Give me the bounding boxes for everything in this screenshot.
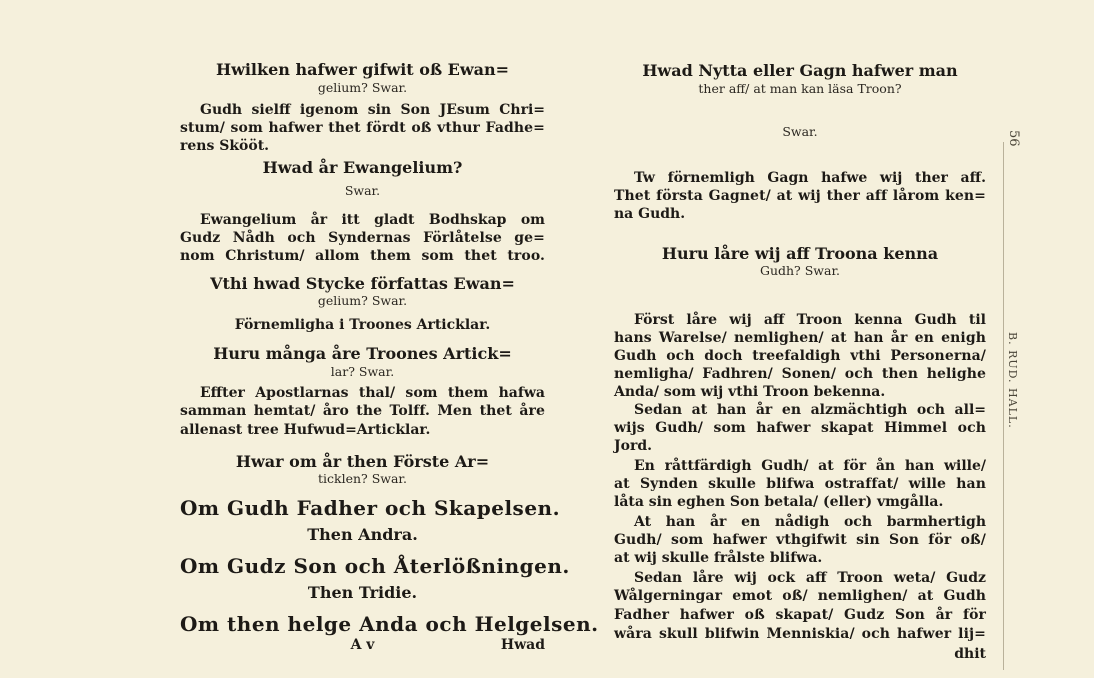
question-continuation: ther aff/ at man kan läsa Troon? xyxy=(698,81,902,96)
question-heading: Hwar om år then Förste Ar= xyxy=(235,452,490,471)
answer-text: at wij skulle frålste blifwa. xyxy=(614,550,823,566)
answer-text: stum/ som hafwer thet fördt oß vthur Fadhe= xyxy=(180,120,545,136)
article-number: Then Tridie. xyxy=(307,583,418,602)
answer-text: nemligha/ Fadhren/ Sonen/ och then helighe xyxy=(614,366,986,382)
answer-text: Gudh och doch treefaldigh vthi Personerna/ xyxy=(614,348,986,364)
answer-label: ticklen? Swar. xyxy=(317,471,407,486)
answer-text: Effter Apostlarnas thal/ som them hafwa xyxy=(200,385,545,401)
answer-text: Gudh/ som hafwer vthgifwit sin Son för oß/ xyxy=(614,532,986,548)
article-heading: Om then helge Anda och Helgelsen. xyxy=(180,612,599,636)
left-page-column xyxy=(180,0,599,678)
answer-text: Anda/ som wij vthi Troon bekenna. xyxy=(614,384,886,400)
answer-text: Fadher hafwer oß skapat/ Gudz Son år för xyxy=(614,607,986,623)
answer-text: rens Skööt. xyxy=(180,138,270,154)
answer-label: lar? Swar. xyxy=(330,364,395,379)
answer-text: Sedan at han år en alzmächtigh och all= xyxy=(634,402,986,418)
answer-text: At han år en nådigh och barmhertigh xyxy=(634,514,986,530)
right-page-column xyxy=(614,0,986,678)
answer-label: Swar. xyxy=(344,183,381,198)
answer-text: Förnemligha i Troones Articklar. xyxy=(234,317,491,333)
answer-text: Jord. xyxy=(614,438,653,454)
answer-label: gelium? Swar. xyxy=(317,80,408,95)
answer-text: Tw förnemligh Gagn hafwe wij ther aff. xyxy=(634,170,986,186)
answer-text: Gudz Nådh och Syndernas Förlåtelse ge= xyxy=(180,230,545,246)
question-heading: Hwad år Ewangelium? xyxy=(262,158,463,177)
article-heading: Om Gudh Fadher och Skapelsen. xyxy=(180,496,561,520)
question-heading: Hwilken hafwer gifwit oß Ewan= xyxy=(215,60,510,79)
catchword: Hwad xyxy=(500,637,545,653)
question-heading: Huru många åre Troones Artick= xyxy=(213,344,512,363)
answer-text: Thet första Gagnet/ at wij ther aff lårom ken= xyxy=(614,188,986,204)
answer-text: låta sin eghen Son betala/ (eller) vmgålla. xyxy=(614,494,944,510)
signature-mark: A v xyxy=(350,637,375,653)
answer-label: Swar. xyxy=(782,124,818,139)
answer-text: na Gudh. xyxy=(614,206,686,222)
answer-text: at Synden skulle blifwa ostraffat/ wille han xyxy=(614,476,986,492)
answer-text: Sedan låre wij ock aff Troon weta/ Gudz xyxy=(634,570,986,586)
answer-text: hans Warelse/ nemlighen/ at han år en enigh xyxy=(614,330,986,346)
answer-text: wåra skull blifwin Menniskia/ och hafwer lij= xyxy=(614,626,986,642)
article-number: Then Andra. xyxy=(307,525,418,544)
answer-text: Först låre wij aff Troon kenna Gudh til xyxy=(634,312,986,328)
question-heading: Huru låre wij aff Troona kenna xyxy=(661,244,939,263)
margin-rule xyxy=(1003,142,1004,670)
article-heading: Om Gudz Son och Återlößningen. xyxy=(180,554,570,578)
question-heading: Vthi hwad Stycke författas Ewan= xyxy=(210,274,515,293)
answer-text: allenast tree Hufwud=Articklar. xyxy=(180,422,431,438)
answer-text: Gudh sielff igenom sin Son JEsum Chri= xyxy=(200,102,545,118)
answer-text: Ewangelium år itt gladt Bodhskap om xyxy=(200,212,545,228)
question-heading: Hwad Nytta eller Gagn hafwer man xyxy=(642,61,958,80)
answer-label: Gudh? Swar. xyxy=(759,263,841,278)
answer-text: nom Christum/ allom them som thet troo. xyxy=(180,248,545,264)
answer-text: samman hemtat/ åro the Tolff. Men thet åre xyxy=(180,403,545,419)
printer-imprint: B. RUD. HALL. xyxy=(1006,332,1019,429)
catchword: dhit xyxy=(954,646,986,662)
answer-label: gelium? Swar. xyxy=(317,293,408,308)
answer-text: Wålgerningar emot oß/ nemlighen/ at Gudh xyxy=(614,588,986,604)
page-number: 56 xyxy=(1006,130,1021,147)
answer-text: wijs Gudh/ som hafwer skapat Himmel och xyxy=(614,420,986,436)
answer-text: En råttfärdigh Gudh/ at för ån han wille/ xyxy=(634,458,986,474)
